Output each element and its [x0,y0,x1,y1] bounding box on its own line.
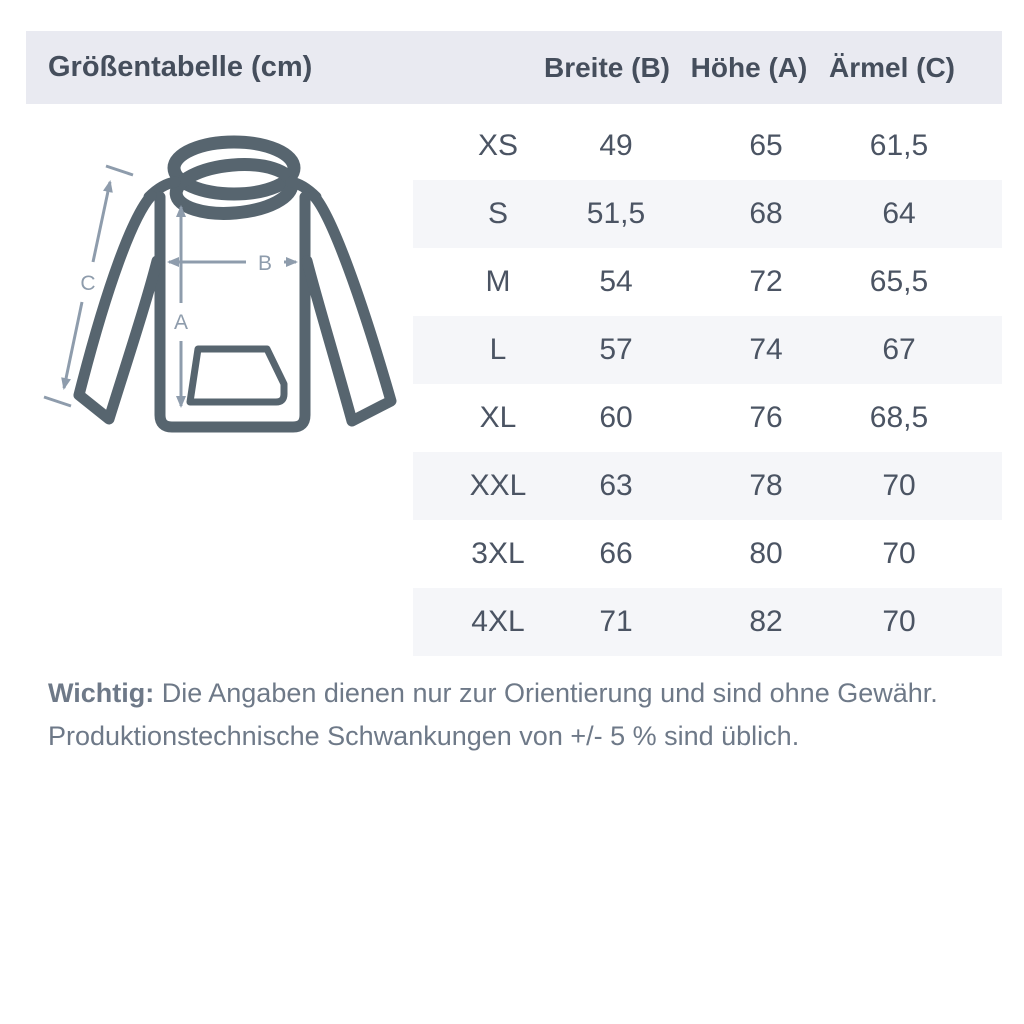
aermel-value: 64 [882,197,916,230]
table-row [413,248,1002,316]
tick-c-bottom [44,397,71,406]
hoodie-drawing [40,128,420,453]
column-header-aermel: Ärmel (C) [828,52,956,83]
table-row [413,452,1002,520]
hoehe-value: 68 [749,197,783,230]
column-header-hoehe: Höhe (A) [690,52,808,83]
breite-value: 54 [599,265,633,298]
size-label: XS [477,129,519,162]
table-row [413,180,1002,248]
table-row [413,520,1002,588]
kangaroo-pocket [190,349,284,402]
size-label: XL [479,401,517,434]
hoodie-measurement-diagram [40,128,420,453]
note-text-2: Produktionstechnische Schwankungen von +/- 5 % sind üblich. [48,721,800,751]
hoodie-outline [79,142,391,427]
aermel-value: 70 [882,469,916,502]
note-line-2 [48,715,978,758]
aermel-value: 70 [882,537,916,570]
note-text-1: Die Angaben dienen nur zur Orientierung und sind ohne Gewähr. [154,678,938,708]
label-a: A [173,311,189,334]
label-b: B [257,252,273,275]
breite-value: 71 [599,605,633,638]
table-row [413,588,1002,656]
hoehe-value: 82 [749,605,783,638]
breite-value: 51,5 [586,197,646,230]
disclaimer-note [48,672,978,758]
hoehe-value: 76 [749,401,783,434]
size-label: S [487,197,509,230]
table-header-bar [26,31,1002,104]
aermel-value: 67 [882,333,916,366]
sleeve-right [307,196,391,421]
note-line-1 [48,672,978,715]
column-header-breite: Breite (B) [543,52,671,83]
aermel-value: 61,5 [869,129,929,162]
hoehe-value: 78 [749,469,783,502]
label-c: C [80,272,96,295]
breite-value: 57 [599,333,633,366]
hoehe-value: 74 [749,333,783,366]
hoehe-value: 65 [749,129,783,162]
page-title: Größentabelle (cm) [48,51,313,83]
size-label: XXL [469,469,527,502]
table-row [413,384,1002,452]
size-label: 4XL [471,605,525,638]
breite-value: 66 [599,537,633,570]
tick-c-top [106,166,133,175]
aermel-value: 68,5 [869,401,929,434]
size-label: L [489,333,507,366]
table-row [413,112,1002,180]
size-label: 3XL [471,537,525,570]
breite-value: 60 [599,401,633,434]
note-important-label: Wichtig: [48,678,155,708]
aermel-value: 70 [882,605,916,638]
sleeve-left [79,196,157,419]
breite-value: 49 [599,129,633,162]
size-table [413,112,1002,656]
breite-value: 63 [599,469,633,502]
aermel-value: 65,5 [869,265,929,298]
table-row [413,316,1002,384]
hoehe-value: 72 [749,265,783,298]
size-label: M [485,265,511,298]
hoehe-value: 80 [749,537,783,570]
arrow-c-up [93,182,110,262]
